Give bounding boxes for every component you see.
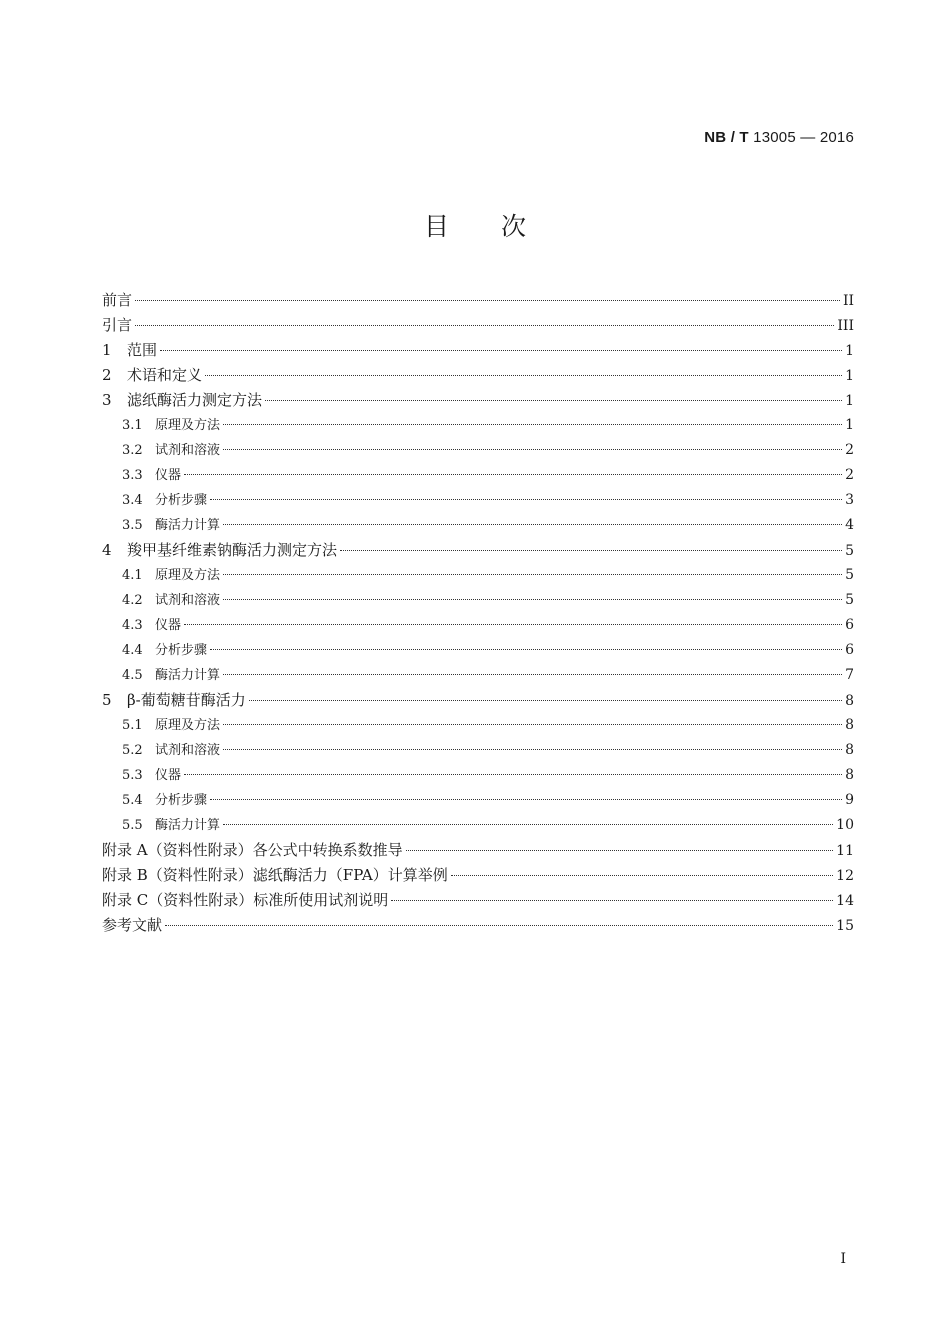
toc-entry-label: 参考文献 — [102, 916, 163, 934]
toc-entry-label: 仪器 — [155, 468, 182, 483]
toc-entry-number: 3.3 — [122, 468, 143, 483]
toc-leader-dots — [210, 649, 842, 650]
toc-entry-label: 试剂和溶液 — [155, 443, 221, 458]
page-number: I — [840, 1251, 846, 1267]
toc-entry-label: 分析步骤 — [155, 643, 208, 658]
toc-leader-dots — [135, 325, 834, 326]
toc-leader-dots — [210, 799, 842, 800]
toc-entry[interactable] — [102, 464, 854, 489]
toc-entry-number: 5.2 — [122, 743, 143, 758]
toc-entry-label: 前言 — [102, 291, 133, 309]
toc-entry-number: 1 — [102, 341, 112, 359]
toc-entry-label: 原理及方法 — [155, 418, 221, 433]
toc-leader-dots — [210, 499, 842, 500]
standard-prefix: NB / T — [704, 129, 749, 146]
toc-entry[interactable] — [102, 664, 854, 689]
toc-entry-page: 4 — [845, 517, 854, 533]
toc-leader-dots — [223, 674, 842, 675]
toc-entry[interactable] — [102, 589, 854, 614]
toc-entry[interactable] — [102, 389, 854, 414]
toc-leader-dots — [223, 574, 842, 575]
toc-entry-number: 4.3 — [122, 618, 143, 633]
toc-leader-dots — [223, 449, 842, 450]
toc-entry-label: 原理及方法 — [155, 568, 221, 583]
toc-entry-page: 5 — [845, 592, 854, 608]
toc-entry-page: 9 — [845, 792, 854, 808]
toc-entry-page: 8 — [845, 742, 854, 758]
toc-entry-label: 附录 C（资料性附录）标准所使用试剂说明 — [102, 891, 389, 909]
toc-leader-dots — [160, 350, 842, 351]
toc-entry-page: III — [837, 318, 854, 334]
toc-entry-page: 2 — [845, 442, 854, 458]
toc-entry-label: 羧甲基纤维素钠酶活力测定方法 — [127, 541, 338, 559]
toc-entry-number: 5 — [102, 691, 112, 709]
toc-leader-dots — [223, 599, 842, 600]
toc-leader-dots — [249, 700, 842, 701]
page-title: 目次 — [423, 212, 578, 241]
toc-entry-page: 1 — [845, 368, 854, 384]
standard-number: 13005 — 2016 — [753, 129, 854, 146]
toc-leader-dots — [205, 375, 842, 376]
toc-entry[interactable] — [102, 439, 854, 464]
toc-leader-dots — [223, 524, 842, 525]
toc-entry-label: 酶活力计算 — [155, 518, 221, 533]
toc-leader-dots — [184, 774, 842, 775]
toc-entry-label: 分析步骤 — [155, 493, 208, 508]
toc-entry-label: 引言 — [102, 316, 133, 334]
toc-entry[interactable] — [102, 714, 854, 739]
toc-entry-page: 8 — [845, 717, 854, 733]
toc-entry[interactable] — [102, 639, 854, 664]
toc-entry-label: β-葡萄糖苷酶活力 — [127, 691, 246, 709]
toc-entry-page: 3 — [845, 492, 854, 508]
toc-entry-page: II — [842, 293, 854, 309]
toc-entry-label: 滤纸酶活力测定方法 — [127, 391, 263, 409]
toc-leader-dots — [223, 424, 842, 425]
toc-entry-page: 14 — [836, 893, 854, 909]
toc-leader-dots — [391, 900, 833, 901]
toc-entry-page: 6 — [845, 617, 854, 633]
toc-entry[interactable] — [102, 689, 854, 714]
toc-entry[interactable] — [102, 814, 854, 839]
toc-entry-label: 术语和定义 — [127, 366, 203, 384]
toc-entry[interactable] — [102, 339, 854, 364]
toc-entry-page: 12 — [836, 868, 854, 884]
standard-code — [704, 129, 854, 146]
toc-entry-label: 酶活力计算 — [155, 818, 221, 833]
toc-entry-number: 4.1 — [122, 568, 143, 583]
toc-entry[interactable] — [102, 414, 854, 439]
toc-leader-dots — [184, 474, 842, 475]
toc-entry-label: 仪器 — [155, 618, 182, 633]
toc-entry-label: 原理及方法 — [155, 718, 221, 733]
toc-leader-dots — [165, 925, 833, 926]
toc-entry-label: 仪器 — [155, 768, 182, 783]
toc-entry-number: 5.5 — [122, 818, 143, 833]
toc-entry-page: 8 — [845, 767, 854, 783]
toc-entry-number: 3.2 — [122, 443, 143, 458]
toc-entry-label: 试剂和溶液 — [155, 593, 221, 608]
toc-entry[interactable] — [102, 739, 854, 764]
toc-entry[interactable] — [102, 364, 854, 389]
toc-entry-page: 1 — [845, 343, 854, 359]
toc-entry-number: 3.5 — [122, 518, 143, 533]
toc-leader-dots — [340, 550, 842, 551]
toc-entry[interactable] — [102, 314, 854, 339]
toc-entry[interactable] — [102, 889, 854, 914]
toc-entry[interactable] — [102, 614, 854, 639]
toc-entry-label: 附录 A（资料性附录）各公式中转换系数推导 — [102, 841, 403, 859]
toc-entry-page: 2 — [845, 467, 854, 483]
toc-entry-page: 10 — [836, 817, 854, 833]
toc-entry[interactable] — [102, 764, 854, 789]
toc-entry-page: 5 — [845, 543, 854, 559]
toc-entry[interactable] — [102, 914, 854, 939]
toc-entry[interactable] — [102, 839, 854, 864]
toc-entry-number: 3.1 — [122, 418, 143, 433]
toc-entry[interactable] — [102, 289, 854, 314]
toc-leader-dots — [406, 850, 834, 851]
toc-entry-number: 4.2 — [122, 593, 143, 608]
toc-entry-page: 1 — [845, 417, 854, 433]
toc-entry-number: 3 — [102, 391, 112, 409]
toc-leader-dots — [135, 300, 840, 301]
table-of-contents — [102, 289, 854, 939]
toc-entry-label: 范围 — [127, 341, 158, 359]
toc-entry-page: 8 — [845, 693, 854, 709]
toc-entry-page: 7 — [845, 667, 854, 683]
toc-entry-number: 3.4 — [122, 493, 143, 508]
toc-entry[interactable] — [102, 489, 854, 514]
toc-leader-dots — [223, 824, 833, 825]
toc-leader-dots — [223, 749, 842, 750]
toc-entry-page: 1 — [845, 393, 854, 409]
toc-entry[interactable] — [102, 864, 854, 889]
toc-entry-label: 附录 B（资料性附录）滤纸酶活力（FPA）计算举例 — [102, 866, 448, 884]
toc-entry-number: 5.4 — [122, 793, 143, 808]
toc-entry-page: 15 — [836, 918, 854, 934]
toc-entry-number: 4.4 — [122, 643, 143, 658]
toc-leader-dots — [184, 624, 842, 625]
toc-entry-number: 5.3 — [122, 768, 143, 783]
toc-entry-page: 6 — [845, 642, 854, 658]
toc-entry-number: 4.5 — [122, 668, 143, 683]
toc-entry-label: 酶活力计算 — [155, 668, 221, 683]
toc-entry-label: 试剂和溶液 — [155, 743, 221, 758]
toc-entry-page: 11 — [836, 843, 854, 859]
toc-entry[interactable] — [102, 789, 854, 814]
toc-entry-number: 2 — [102, 366, 112, 384]
toc-leader-dots — [223, 724, 842, 725]
toc-entry-number: 4 — [102, 541, 112, 559]
toc-entry-label: 分析步骤 — [155, 793, 208, 808]
toc-entry[interactable] — [102, 564, 854, 589]
toc-entry[interactable] — [102, 539, 854, 564]
toc-leader-dots — [451, 875, 833, 876]
toc-leader-dots — [265, 400, 842, 401]
toc-entry-page: 5 — [845, 567, 854, 583]
toc-entry[interactable] — [102, 514, 854, 539]
toc-entry-number: 5.1 — [122, 718, 143, 733]
